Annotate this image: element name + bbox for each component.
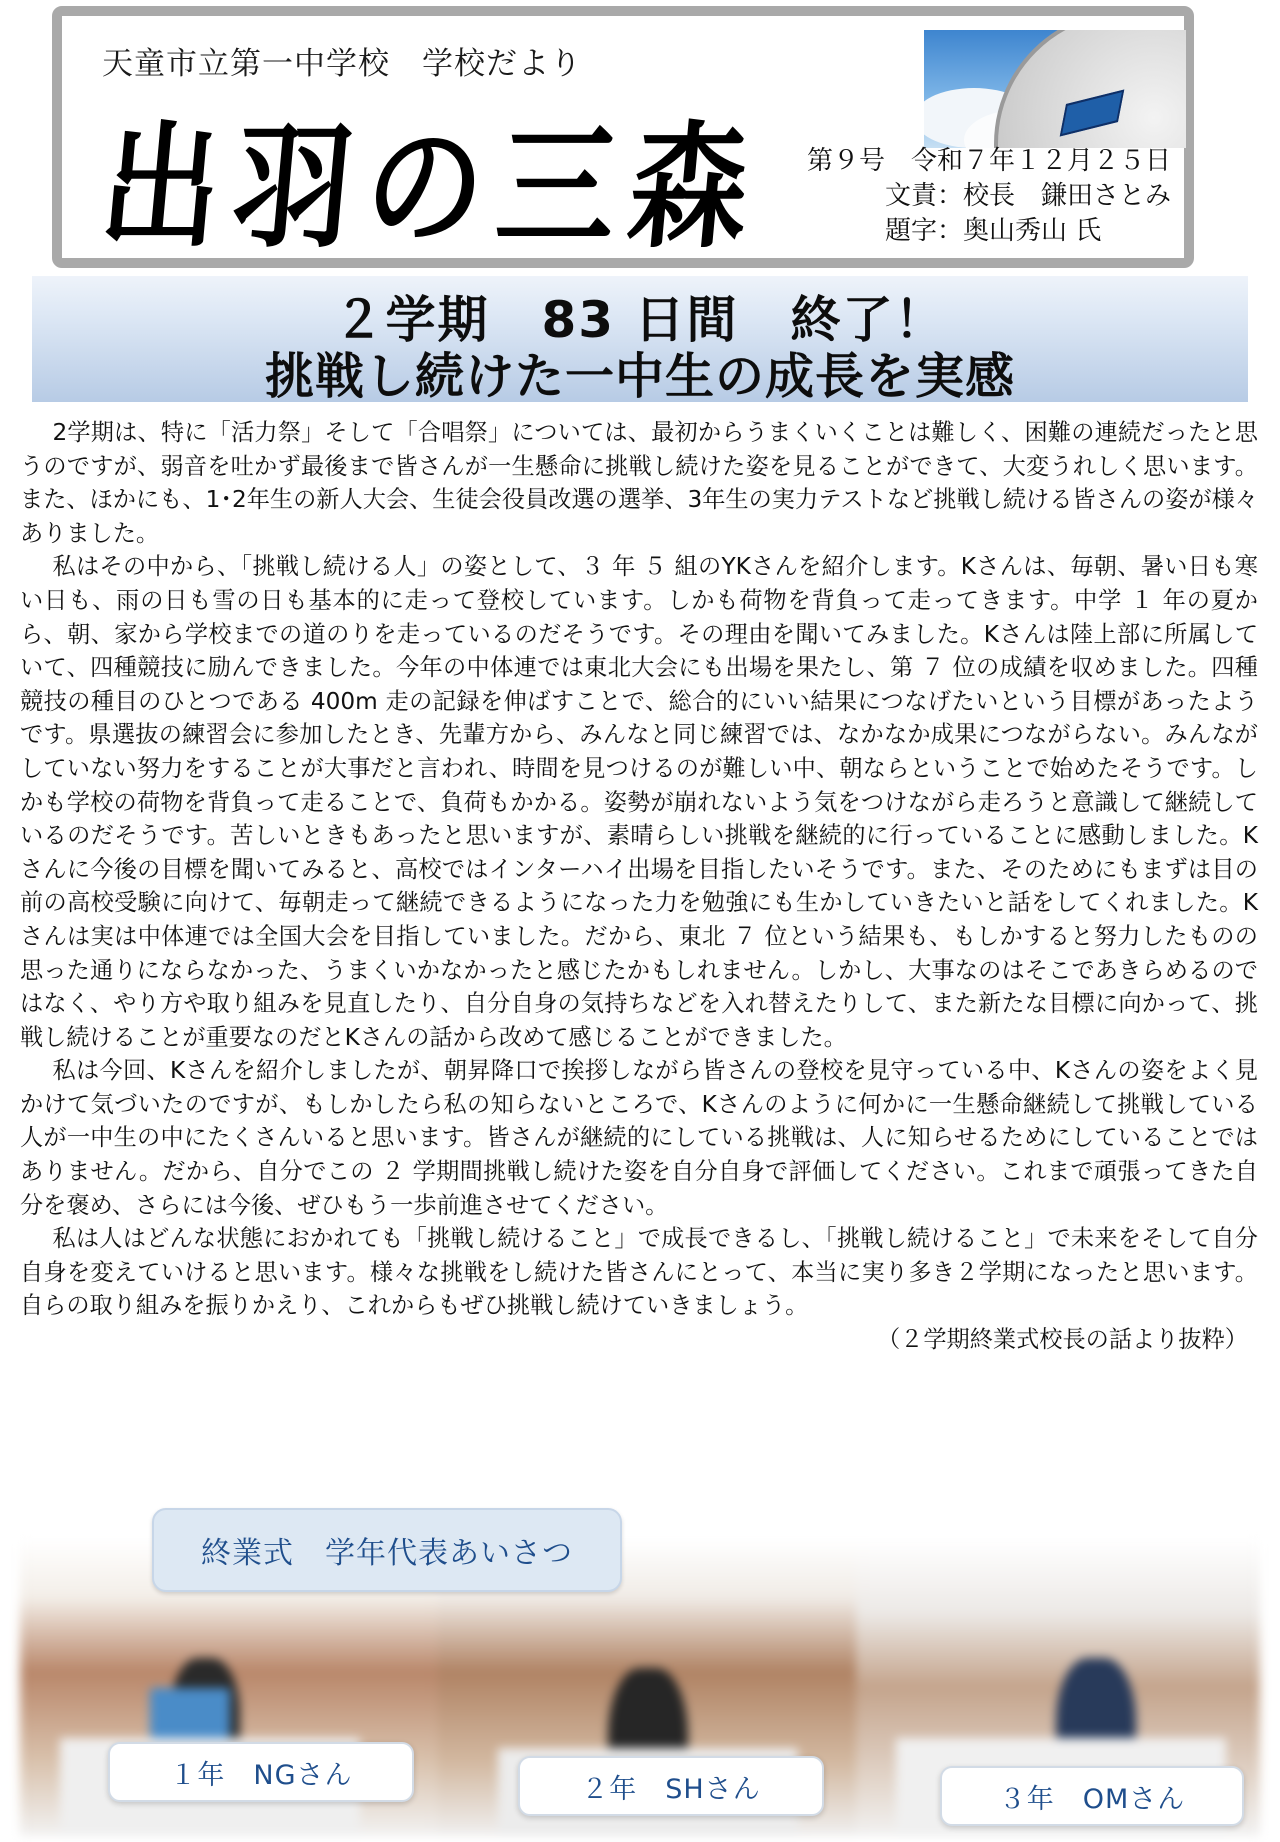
article-body bbox=[20, 416, 1258, 1357]
name-label-grade2: ２年 SHさん bbox=[518, 1756, 824, 1816]
school-name: 天童市立第一中学校 学校だより bbox=[102, 46, 582, 82]
article-paragraph: 私は人はどんな状態におかれても「挑戦し続けること」で成長できるし、「挑戦し続けること」で未来をそして自分自身を変えていけると思います。様々な挑戦をし続けた皆さんにとって、本当に実り多き２学期になったと思います。自らの取り組みを振りかえり、これからもぜひ挑戦し続けていきましょう。 bbox=[20, 1225, 1258, 1320]
headline-sub: 挑戦し続けた一中生の成長を実感 bbox=[264, 348, 1015, 405]
photo-caption: 終業式 学年代表あいさつ bbox=[152, 1508, 622, 1592]
headline-main: ２学期 83 日間 終了！ bbox=[333, 291, 947, 349]
masthead bbox=[52, 6, 1194, 268]
speech-paper bbox=[150, 1688, 230, 1738]
article-paragraph: 私は今回、Kさんを紹介しましたが、朝昇降口で挨拶しながら皆さんの登校を見守っている中、Kさんの姿をよく見かけて気づいたのですが、もしかしたら私の知らないところで、Kさんのように何かに一生懸命継続して挑戦している人が一中生の中にたくさんいると思います。皆さんが継続的にしている挑戦は、人に知らせるためにしていることではありません。だから、自分でこの ２ 学期間挑戦し続けた姿を自分自身で評価してください。これまで頑張ってきた自分を褒め、さらには今後、ぜひもう一歩前進させてください。 bbox=[20, 1057, 1258, 1219]
article-paragraph: 2学期は、特に「活力祭」そして「合唱祭」については、最初からうまくいくことは難しく、困難の連続だったと思うのですが、弱音を吐かず最後まで皆さんが一生懸命に挑戦し続けた姿を見ることができて、大変うれしく思います。また、ほかにも、1･2年生の新人大会、生徒会役員改選の選挙、3年生の実力テストなど挑戦し続ける皆さんの姿が様々ありました。 bbox=[20, 419, 1258, 547]
newsletter-title: 出羽の三森 bbox=[94, 106, 770, 267]
issue-date: 第９号 令和７年１２月２５日 bbox=[807, 146, 1172, 176]
headline-banner bbox=[32, 276, 1248, 405]
name-label-grade3: ３年 OMさん bbox=[940, 1766, 1244, 1826]
author-credit: 文責：校長 鎌田さとみ bbox=[885, 181, 1172, 211]
name-label-grade1: １年 NGさん bbox=[108, 1742, 414, 1802]
calligraphy-credit: 題字：奥山秀山 氏 bbox=[885, 216, 1102, 246]
building-dome bbox=[994, 30, 1186, 148]
article-source: （２学期終業式校長の話より抜粋） bbox=[877, 1326, 1248, 1354]
school-building-photo bbox=[924, 30, 1186, 148]
issue-info bbox=[807, 144, 1171, 249]
article-paragraph: 私はその中から、「挑戦し続ける人」の姿として、３ 年 ５ 組のYKさんを紹介します。Kさんは、毎朝、暑い日も寒い日も、雨の日も雪の日も基本的に走って登校しています。しかも荷物を背負って走ってきます。中学 １ 年の夏から、朝、家から学校までの道のりを走っているのだそうです。その理由を聞いてみました。Kさんは陸上部に所属していて、四種競技に励んできました。今年の中体連では東北大会にも出場を果たし、第 ７ 位の成績を収めました。四種競技の種目のひとつである 400m 走の記録を伸ばすことで、総合的にいい結果につなげたいという目標があったようです。県選抜の練習会に参加したとき、先輩方から、みんなと同じ練習では、なかなか成果につながらない。みんながしていない努力をすることが大事だと言われ、時間を見つけるのが難しい中、朝ならということで始めたそうです。しかも学校の荷物を背負って走ることで、負荷もかかる。姿勢が崩れないよう気をつけながら走ろうと意識して継続しているのだそうです。苦しいときもあったと思いますが、素晴らしい挑戦を継続的に行っていることに感動しました。Kさんに今後の目標を聞いてみると、高校ではインターハイ出場を目指したいそうです。また、そのためにもまずは目の前の高校受験に向けて、毎朝走って継続できるようになった力を勉強にも生かしていきたいと話をしてくれました。Kさんは実は中体連では全国大会を目指していました。だから、東北 ７ 位という結果も、もしかすると努力したものの思った通りにならなかった、うまくいかなかったと感じたかもしれません。しかし、大事なのはそこであきらめるのではなく、やり方や取り組みを見直したり、自分自身の気持ちなどを入れ替えたりして、また新たな目標に向かって、挑戦し続けることが重要なのだとKさんの話から改めて感じることができました。 bbox=[20, 553, 1259, 1051]
